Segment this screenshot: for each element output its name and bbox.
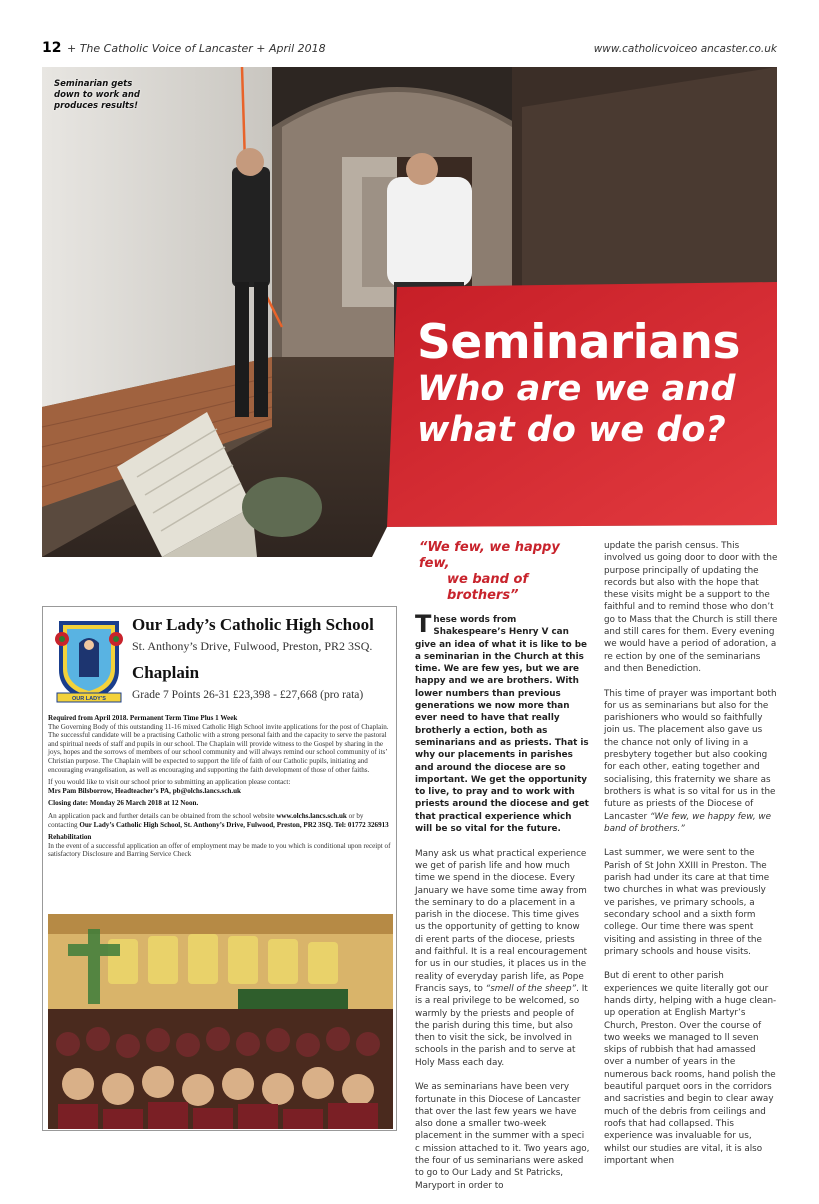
job-grade: Grade 7 Points 26-31 £23,398 - £27,668 (pro rata) [132, 689, 364, 701]
article-paragraph: Last summer, we were sent to the Parish of St John XXIII in Preston. The parish had under its care at that time two churches in what was previously ve parishes, ve primary schools, a secondary school and a sixth form college. Our time there was spent visiting and assisting in three of the primary schools and house visits. [604, 848, 770, 957]
lead-text: hese words from Shakespeare’s Henry V can give an idea of what it is like to be a seminarian in the Church at this time. We are few yes, but we are happy and we are brothers. With lower numbers than previous generations we now more than ever need to have that really brotherly a ection, both as seminarians and as priests. That is why our placements in parishes and around the diocese are so important. We get the opportunity to live, to pray and to work with priests around the diocese and get that practical experience which will be so vital for the future. [415, 615, 589, 835]
closing-date: Closing date: Monday 26 March 2018 at 12 Noon. [48, 799, 199, 808]
pull-quote-line1: “We few, we happy few, [419, 540, 560, 571]
drop-cap: T [415, 610, 432, 638]
hero-photo [42, 67, 777, 557]
rehab-title: Rehabilitation [48, 833, 92, 842]
contact-address: Our Lady’s Catholic High School, St. Anthony’s Drive, Fulwood, Preston, PR2 3SQ. Tel: 01772 326913 [79, 820, 389, 829]
job-position: Chaplain [132, 663, 200, 682]
paragraph-text: This time of prayer was important both for us as seminarians but also for the parishioners who would so faithfully join us. The placement also gave us the chance not only of living in a presbytery together but also cooking for each other, eating together and socialising, this fraternity we share as brothers is what is so vital for us in the future as priests of the Diocese of Lancaster [604, 688, 777, 822]
application-middle: or by contacting [48, 811, 364, 829]
photo-caption: Seminarian gets down to work and produces results! [54, 79, 141, 111]
school-address: St. Anthony’s Drive, Fulwood, Preston, PR2 3SQ. [132, 639, 373, 653]
article-lead [415, 610, 590, 835]
page-header [42, 40, 777, 56]
job-required: Required from April 2018. Permanent Term Time Plus 1 Week [48, 714, 238, 722]
contact-person[interactable]: Mrs Pam Bilsborrow, Headteacher’s PA, pb@olchs.lancs.sch.uk [48, 786, 242, 795]
hero-illustration [42, 67, 777, 557]
article-paragraph [604, 688, 778, 836]
website-url[interactable]: www.catholicvoiceo ancaster.co.uk [593, 43, 777, 55]
quote-inline: “We few, we happy few, we band of brothers.” [604, 811, 772, 834]
article-paragraph: We as seminarians have been very fortunate in this Diocese of Lancaster that over the last few years we have also done a smaller two-week placement in the summer with a speci c mission attached to it. Two years ago, the four of us seminarians were asked to go to Our Lady and St Patricks, Maryport in order to [415, 1082, 590, 1191]
article-title: Seminarians [417, 315, 740, 370]
page-number: 12 [42, 40, 62, 56]
school-website-link[interactable]: www.olchs.lancs.sch.uk [276, 811, 347, 820]
job-description: The Governing Body of this outstanding 11-16 mixed Catholic High School invite applications for the post of Chaplain. The successful candidate will be a practising Catholic with a strong personal faith and the capacity to serve the pastoral and spiritual needs of staff and pupils in our school. The Chaplain will provide witness to the Gospel by sharing in the joys, hopes and the sorrows of members of our school community and will always remind our school community of its’ Christian purpose. The Chaplain will be expected to support the life of faith of our Catholic pupils, initiating and encouraging evangelisation, as well as encouraging and supporting the faith development of those of other faiths. [48, 722, 389, 774]
paragraph-text: Many ask us what practical experience we get of parish life and how much time we spend in the diocese. Every January we have some time away from the seminary to do a placement in a parish in the diocese. This time gives us the opportunity of getting to know di erent parts of the diocese, priests and faithful. It is a real encouragement for us in our studies, it places us in the reality of everyday parish life, as Pope Francis says, to [415, 848, 588, 994]
article-subtitle-line1: Who are we and [417, 369, 736, 409]
quote-inline: “smell of the sheep” [485, 983, 577, 994]
school-crest-icon [49, 615, 129, 705]
publication-line [42, 40, 326, 56]
article-paragraph: update the parish census. This involved us going door to door with the purpose principally of updating the records but also with the hope that these visits might be a support to the faithful and to remind those who don’t go to Mass that the Church is still there and still cares for them. Every evening we would have a period of adoration, a re ection by one of the seminarians and then Benediction. [604, 541, 778, 674]
article-title-block [417, 317, 767, 451]
job-advert [42, 606, 397, 1131]
crest-banner-text: OUR LADY’S [72, 696, 106, 702]
publication-name: + The Catholic Voice of Lancaster + April 2018 [66, 42, 326, 55]
article-column-2 [604, 540, 778, 1179]
paragraph-text: . It is a real privilege to be welcomed, so warmly by the priests and people of the parish during this time, but also then to visit the sick, be involved in schools in the parish and to serve at Holy Mass each day. [415, 983, 588, 1068]
article-subtitle-line2: what do we do? [417, 410, 726, 450]
article-paragraph: But di erent to other parish experiences we quite literally got our hands dirty, helping with a huge clean-up operation at English Martyr’s Church, Preston. Over the course of two weeks we managed to ll seven skips of rubbish that had amassed over a number of years in the numerous back rooms, hand polish the beautiful parquet oors in the corridors and sacristies and begin to clear away much of the debris from ceilings and roofs that had collapsed. This experience was invaluable for us, whilst our studies are vital, it is also important when [604, 971, 777, 1166]
school-assembly-photo [48, 914, 393, 1129]
article-paragraph [415, 848, 590, 1069]
rehab-text: In the event of a successful application an offer of employment may be made to you which is conditional upon receipt of satisfactory Disclosure and Barring Service Check [48, 841, 391, 859]
pull-quote [415, 540, 590, 604]
visit-text: If you would like to visit our school prior to submitting an application please contact: [48, 778, 291, 787]
school-name: Our Lady’s Catholic High School [132, 615, 374, 634]
article-column-1 [415, 540, 590, 1204]
application-prefix: An application pack and further details can be obtained from the school website [48, 811, 275, 820]
job-details [48, 714, 393, 863]
pull-quote-line2: we band of brothers” [447, 572, 529, 603]
